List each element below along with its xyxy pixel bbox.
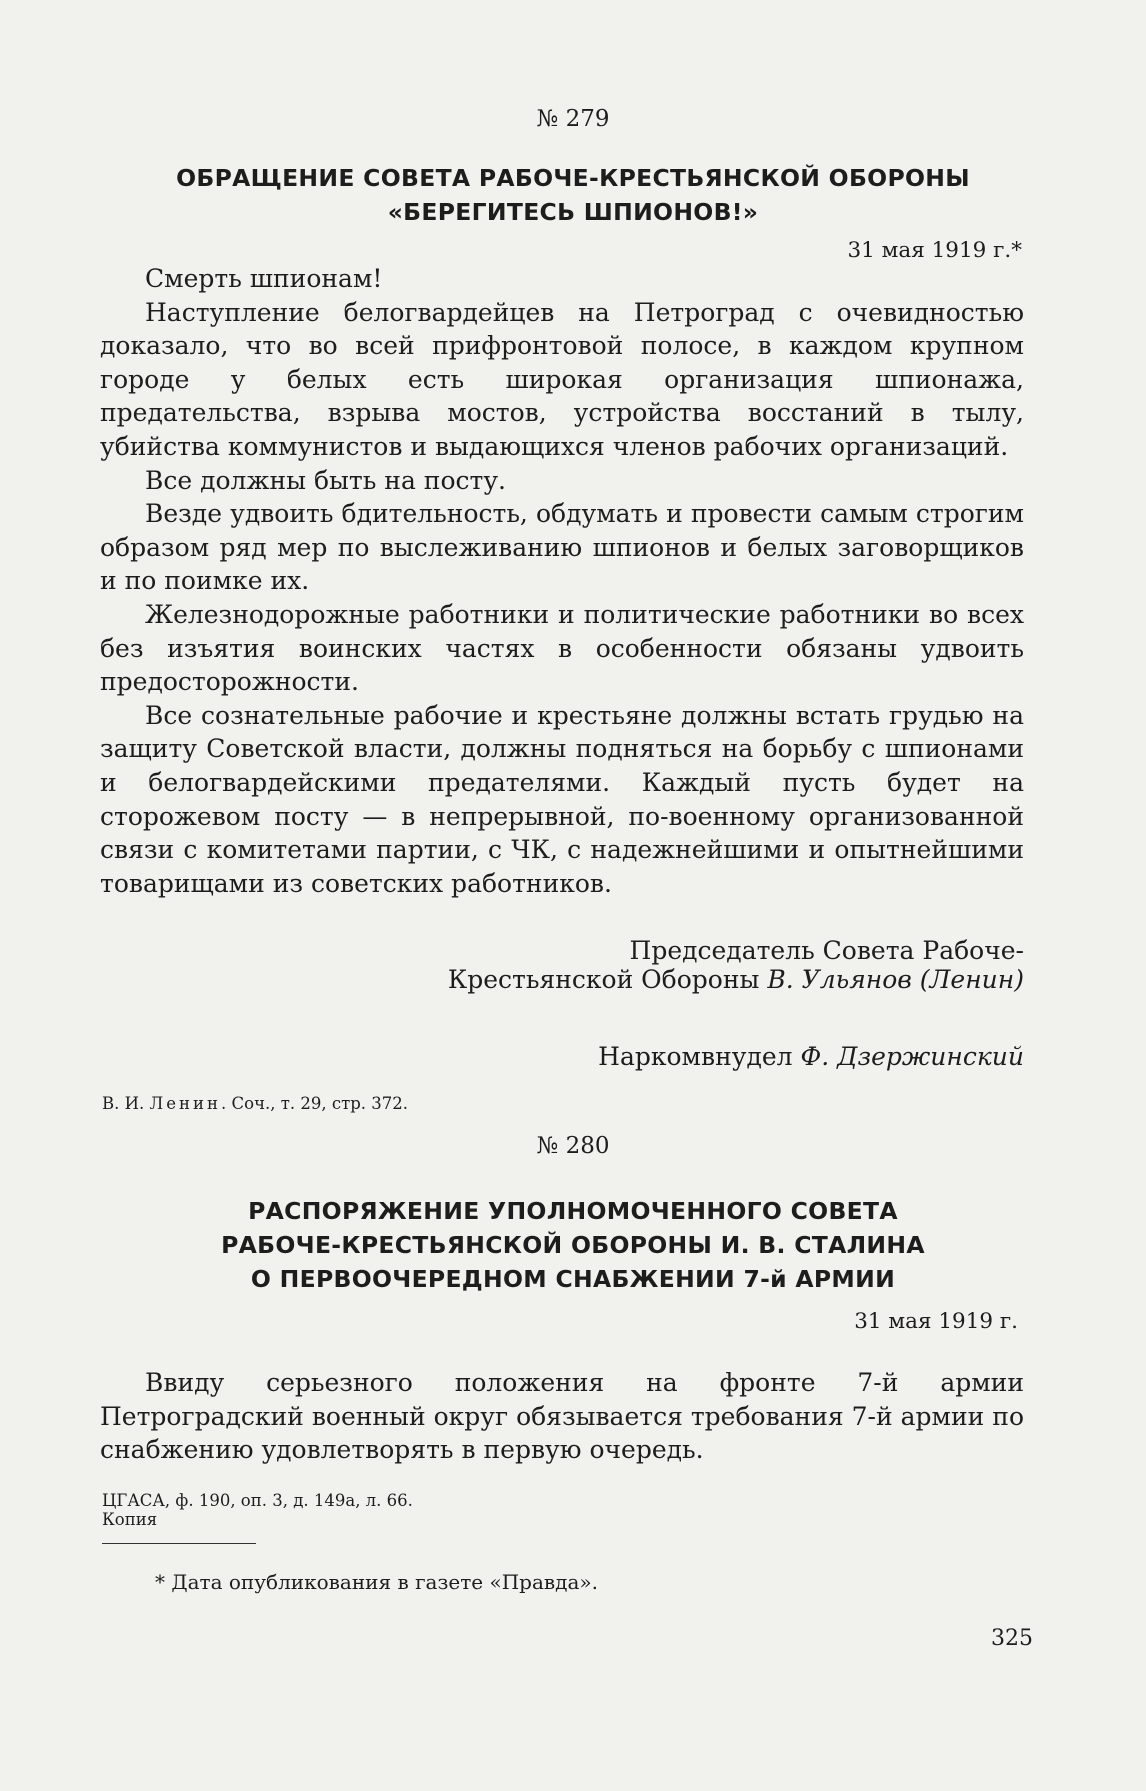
archive-reference: ЦГАСА, ф. 190, оп. 3, д. 149а, л. 66. bbox=[102, 1491, 413, 1510]
doc-279-number: № 279 bbox=[536, 106, 610, 132]
doc-280-title-line1: РАСПОРЯЖЕНИЕ УПОЛНОМОЧЕННОГО СОВЕТА bbox=[248, 1197, 898, 1225]
paragraph: Смерть шпионам! bbox=[145, 264, 383, 293]
footnote-divider bbox=[102, 1543, 256, 1544]
doc-279-source bbox=[102, 1093, 408, 1115]
paragraph: Наступление белогвардейцев на Петроград с очевидностью доказало, что во всей прифронтовой полосе, в каждом крупном городе у белых есть широкая организация шпионажа, предательства, взрыва мостов, устройства восстаний в тылу, убийства коммунистов и выдающихся членов рабочих организаций. bbox=[100, 297, 1024, 461]
signature-dzerzhinsky bbox=[598, 1042, 1024, 1071]
signature-lenin-title: Крестьянской Обороны bbox=[447, 965, 768, 994]
source-author: Ленин bbox=[149, 1094, 222, 1113]
paragraph: Все сознательные рабочие и крестьяне должны встать грудью на защиту Советской власти, должны подняться на борьбу с шпионами и белогвардейскими предателями. Каждый пусть будет на сторожевом посту — в непрерывной, по-военному организованной связи с комитетами партии, с ЧК, с надежнейшими и опытнейшими товарищами из советских работников. bbox=[100, 700, 1024, 898]
footnote: * Дата опубликования в газете «Правда». bbox=[155, 1570, 598, 1594]
paragraph: Все должны быть на посту. bbox=[145, 465, 506, 495]
doc-280-number: № 280 bbox=[536, 1133, 610, 1159]
signature-lenin bbox=[448, 936, 1024, 994]
doc-280-title-line2: РАБОЧЕ-КРЕСТЬЯНСКОЙ ОБОРОНЫ И. В. СТАЛИНА bbox=[221, 1231, 925, 1259]
doc-280-body bbox=[100, 1366, 1024, 1467]
page-number: 325 bbox=[991, 1626, 1033, 1651]
signature-lenin-line2 bbox=[448, 965, 1024, 994]
doc-279-date: 31 мая 1919 г.* bbox=[847, 238, 1022, 263]
doc-280-date: 31 мая 1919 г. bbox=[854, 1309, 1018, 1334]
source-rest: . Соч., т. 29, стр. 372. bbox=[221, 1094, 408, 1113]
paragraph: Железнодорожные работники и политические работники во всех без изъятия воинских частях в особенности обязаны удвоить предосторожности. bbox=[100, 599, 1024, 697]
copy-note: Копия bbox=[102, 1510, 158, 1529]
paragraph: Везде удвоить бдительность, обдумать и провести самым строгим образом ряд мер по выслеживанию шпионов и белых заговорщиков и по поимке их. bbox=[100, 499, 1024, 596]
signature-dzerzhinsky-title: Наркомвнудел bbox=[598, 1042, 801, 1071]
doc-279-title-line2: «БЕРЕГИТЕСЬ ШПИОНОВ!» bbox=[387, 198, 759, 226]
signature-lenin-line1: Председатель Совета Рабоче- bbox=[629, 936, 1024, 965]
signature-lenin-name: В. Ульянов (Ленин) bbox=[767, 965, 1024, 994]
doc-280-title-line3: О ПЕРВООЧЕРЕДНОМ СНАБЖЕНИИ 7-й АРМИИ bbox=[250, 1265, 896, 1293]
doc-279-title-line1: ОБРАЩЕНИЕ СОВЕТА РАБОЧЕ-КРЕСТЬЯНСКОЙ ОБОРОНЫ bbox=[176, 164, 970, 192]
signature-dzerzhinsky-name: Ф. Дзержинский bbox=[800, 1042, 1024, 1071]
source-prefix: В. И. bbox=[102, 1094, 150, 1113]
paragraph: Ввиду серьезного положения на фронте 7-й армии Петроградский военный округ обязывается требования 7-й армии по снабжению удовлетворять в первую очередь. bbox=[100, 1368, 1024, 1465]
doc-280-title bbox=[120, 1194, 1026, 1296]
doc-279-title bbox=[120, 161, 1026, 229]
doc-280-source bbox=[102, 1490, 413, 1531]
doc-279-body bbox=[100, 262, 1024, 900]
